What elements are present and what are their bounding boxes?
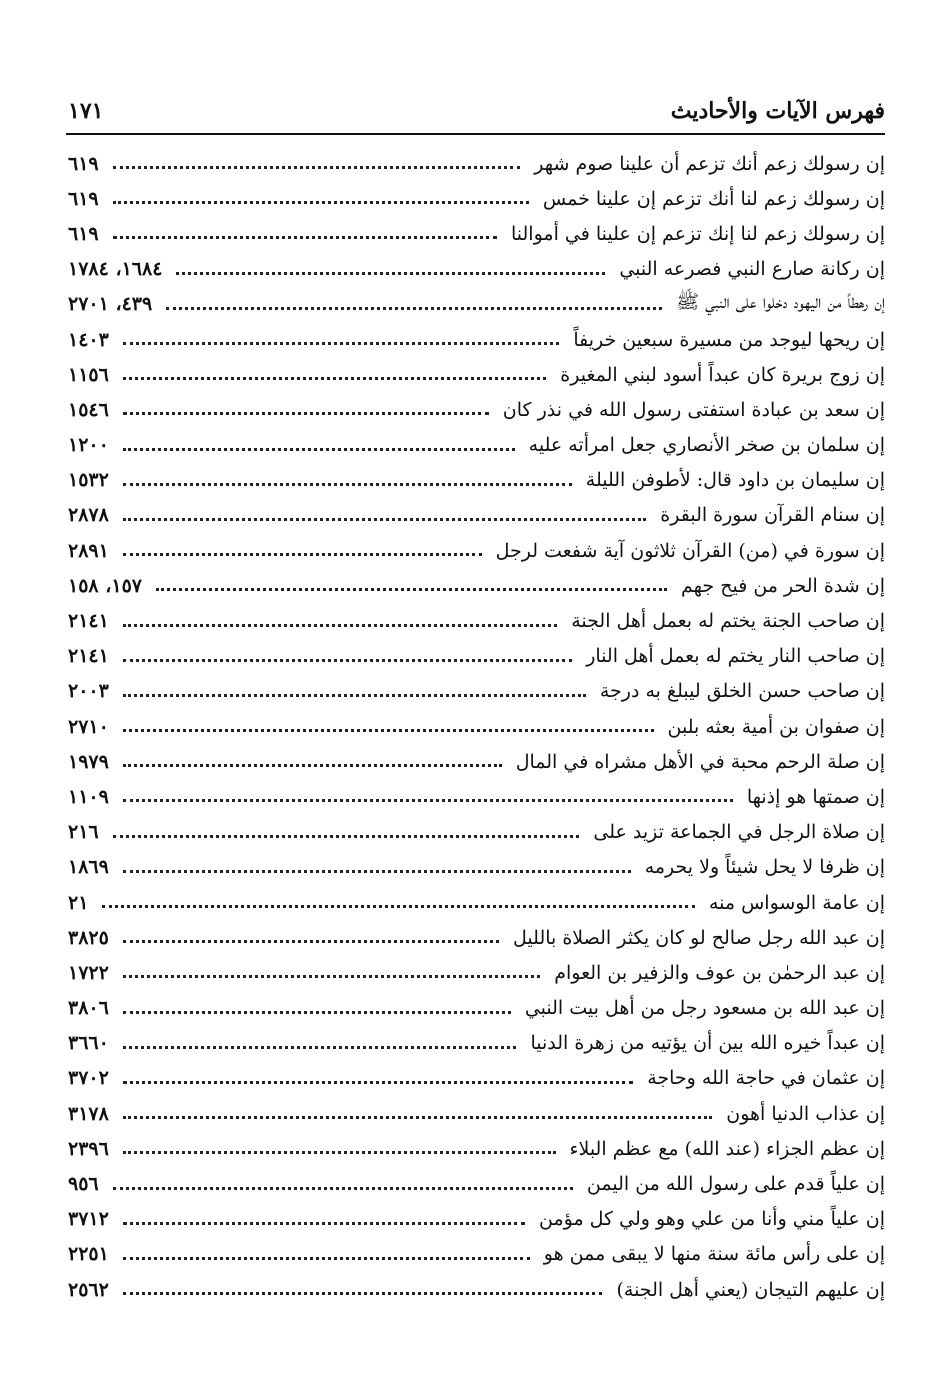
entry-reference: ٢٠٠٣	[68, 680, 109, 703]
entry-text: إن رسولك زعم لنا أنك تزعم إن علينا خمس	[542, 187, 885, 210]
entry-text: إن رهطاً من اليهود دخلوا على النبي ﷺ	[676, 291, 885, 314]
entry-reference: ٦١٩	[68, 152, 99, 175]
index-entry	[68, 1166, 885, 1201]
index-entry	[68, 322, 885, 357]
dot-leader	[123, 659, 572, 662]
entry-text: إن صاحب النار يختم له بعمل أهل النار	[586, 645, 885, 668]
entry-reference: ١٥٤٦	[68, 398, 109, 421]
index-entry	[68, 357, 885, 392]
index-entry	[68, 955, 885, 990]
entry-reference: ١٢٠٠	[68, 434, 109, 457]
dot-leader	[113, 835, 580, 838]
dot-leader	[113, 236, 497, 239]
index-entry	[68, 533, 885, 568]
entry-reference: ٢٣٩٦	[68, 1137, 109, 1160]
dot-leader	[123, 553, 482, 556]
entry-reference: ٢١٤١	[68, 610, 109, 633]
dot-leader	[123, 729, 654, 732]
entry-text: إن عثمان في حاجة الله وحاجة	[647, 1067, 885, 1090]
index-entry	[68, 1096, 885, 1131]
index-entry	[68, 603, 885, 638]
entry-text: إن ركانة صارع النبي فصرعه النبي	[619, 258, 885, 281]
entry-reference: ٣٦٦٠	[68, 1032, 109, 1055]
index-entry	[68, 815, 885, 850]
header-rule	[66, 133, 885, 135]
index-entry	[68, 885, 885, 920]
entry-reference: ٣٧١٢	[68, 1208, 109, 1231]
entry-reference: ٢٢٥١	[68, 1243, 109, 1266]
entry-text: إن ريحها ليوجد من مسيرة سبعين خريفاً	[573, 328, 885, 351]
dot-leader	[156, 588, 667, 591]
dot-leader	[123, 694, 586, 697]
entry-text: إن صاحب الجنة يختم له بعمل أهل الجنة	[571, 610, 885, 633]
index-entry	[68, 1026, 885, 1061]
entry-reference: ٣٨٢٥	[68, 926, 109, 949]
entry-text: إن رسولك زعم لنا إنك تزعم إن علينا في أموالنا	[511, 222, 885, 245]
entry-text: إن ظرفا لا يحل شيئاً ولا يحرمه	[644, 856, 885, 879]
entry-text: إن عليهم التيجان (يعني أهل الجنة)	[616, 1278, 885, 1301]
entry-reference: ٦١٩	[68, 222, 99, 245]
dot-leader	[123, 518, 646, 521]
dot-leader	[123, 1257, 530, 1260]
entry-text: إن عبداً خيره الله بين أن يؤتيه من زهرة الدنيا	[530, 1032, 885, 1055]
entry-reference: ١٤٠٣	[68, 328, 109, 351]
entry-reference: ١٩٧٩	[68, 750, 109, 773]
index-entry	[68, 1272, 885, 1307]
entry-reference: ٤٣٩، ٢٧٠١	[68, 293, 153, 316]
dot-leader	[166, 307, 662, 310]
entry-reference: ٦١٩	[68, 187, 99, 210]
index-entry	[68, 498, 885, 533]
index-entry	[68, 639, 885, 674]
dot-leader	[113, 201, 529, 204]
entry-reference: ١٥٧، ١٥٨	[68, 574, 142, 597]
entry-reference: ٢٨٧٨	[68, 504, 109, 527]
index-entry	[68, 850, 885, 885]
entry-reference: ١٥٣٢	[68, 469, 109, 492]
entry-text: إن عظم الجزاء (عند الله) مع عظم البلاء	[569, 1137, 885, 1160]
dot-leader	[123, 377, 546, 380]
dot-leader	[123, 940, 499, 943]
entry-reference: ٢٧١٠	[68, 715, 109, 738]
dot-leader	[113, 1187, 573, 1190]
index-entry	[68, 146, 885, 181]
entry-reference: ١١٥٦	[68, 363, 109, 386]
entry-reference: ٣٧٠٢	[68, 1067, 109, 1090]
index-entry	[68, 744, 885, 779]
entry-text: إن صمتها هو إذنها	[746, 785, 885, 808]
index-entry	[68, 1131, 885, 1166]
index-entry	[68, 181, 885, 216]
entry-text: إن عبد الله رجل صالح لو كان يكثر الصلاة بالليل	[513, 926, 885, 949]
entry-text: إن صلة الرحم محبة في الأهل مشراه في المال	[515, 750, 885, 773]
dot-leader	[123, 975, 540, 978]
index-entry	[68, 1202, 885, 1237]
dot-leader	[123, 1116, 712, 1119]
dot-leader	[123, 870, 631, 873]
entry-text: إن علياً مني وأنا من علي وهو ولي كل مؤمن	[539, 1208, 885, 1231]
index-entry	[68, 428, 885, 463]
entry-reference: ٢١	[68, 891, 89, 914]
dot-leader	[123, 412, 489, 415]
index-entry	[68, 779, 885, 814]
entry-reference: ١٦٨٤، ١٧٨٤	[68, 258, 163, 281]
entry-text: إن سلمان بن صخر الأنصاري جعل امرأته عليه	[528, 434, 885, 457]
entry-reference: ١٨٦٩	[68, 856, 109, 879]
index-entry	[68, 463, 885, 498]
dot-leader	[123, 483, 572, 486]
dot-leader	[123, 1046, 517, 1049]
dot-leader	[123, 1151, 556, 1154]
entry-reference: ٩٥٦	[68, 1173, 99, 1196]
dot-leader	[123, 1011, 511, 1014]
dot-leader	[123, 342, 559, 345]
entry-text: إن سعد بن عبادة استفتى رسول الله في نذر كان	[502, 398, 885, 421]
index-entry	[68, 709, 885, 744]
dot-leader	[113, 166, 521, 169]
entry-text: إن زوج بريرة كان عبداً أسود لبني المغيرة	[560, 363, 885, 386]
entry-reference: ٢٨٩١	[68, 539, 109, 562]
index-entry	[68, 287, 885, 322]
entry-text: إن عذاب الدنيا أهون	[726, 1102, 885, 1125]
entry-text: إن سورة في (من) القرآن ثلاثون آية شفعت لرجل	[495, 539, 885, 562]
entry-text: إن شدة الحر من فيح جهم	[681, 574, 885, 597]
dot-leader	[123, 624, 557, 627]
entry-reference: ٣٨٠٦	[68, 997, 109, 1020]
entry-reference: ٢١٤١	[68, 645, 109, 668]
entry-text: إن صفوان بن أمية بعثه بلبن	[667, 715, 885, 738]
dot-leader	[123, 1222, 525, 1225]
entry-text: إن صلاة الرجل في الجماعة تزيد على	[593, 821, 885, 844]
section-title: فهرس الآيات والأحاديث	[670, 98, 885, 124]
index-entry	[68, 674, 885, 709]
dot-leader	[123, 799, 733, 802]
entry-text: إن سليمان بن داود قال: لأطوفن الليلة	[585, 469, 885, 492]
entry-reference: ٢١٦	[68, 821, 99, 844]
entry-reference: ١١٠٩	[68, 785, 109, 808]
entry-text: إن عامة الوسواس منه	[708, 891, 885, 914]
entry-text: إن صاحب حسن الخلق ليبلغ به درجة	[599, 680, 885, 703]
entry-text: إن عبد الرحمٰن بن عوف والزفير بن العوام	[554, 961, 885, 984]
index-entry	[68, 568, 885, 603]
index-entry	[68, 1061, 885, 1096]
entry-reference: ١٧٢٢	[68, 961, 109, 984]
index-entry	[68, 252, 885, 287]
index-entry	[68, 392, 885, 427]
index-entry	[68, 991, 885, 1026]
page-number: ١٧١	[68, 98, 104, 124]
dot-leader	[123, 1081, 633, 1084]
index-entry	[68, 216, 885, 251]
entry-text: إن سنام القرآن سورة البقرة	[660, 504, 885, 527]
entry-reference: ٣١٧٨	[68, 1102, 109, 1125]
dot-leader	[123, 1292, 603, 1295]
dot-leader	[176, 272, 605, 275]
dot-leader	[102, 905, 695, 908]
index-entry	[68, 1237, 885, 1272]
dot-leader	[123, 448, 515, 451]
entry-text: إن علياً قدم على رسول الله من اليمن	[586, 1173, 885, 1196]
entry-text: إن على رأس مائة سنة منها لا يبقى ممن هو	[543, 1243, 885, 1266]
dot-leader	[123, 764, 502, 767]
index-entry	[68, 920, 885, 955]
entry-text: إن رسولك زعم أنك تزعم أن علينا صوم شهر	[534, 152, 885, 175]
index-list	[68, 146, 885, 1307]
entry-reference: ٢٥٦٢	[68, 1278, 109, 1301]
page-header	[68, 84, 885, 124]
entry-text: إن عبد الله بن مسعود رجل من أهل بيت النبي	[524, 997, 885, 1020]
